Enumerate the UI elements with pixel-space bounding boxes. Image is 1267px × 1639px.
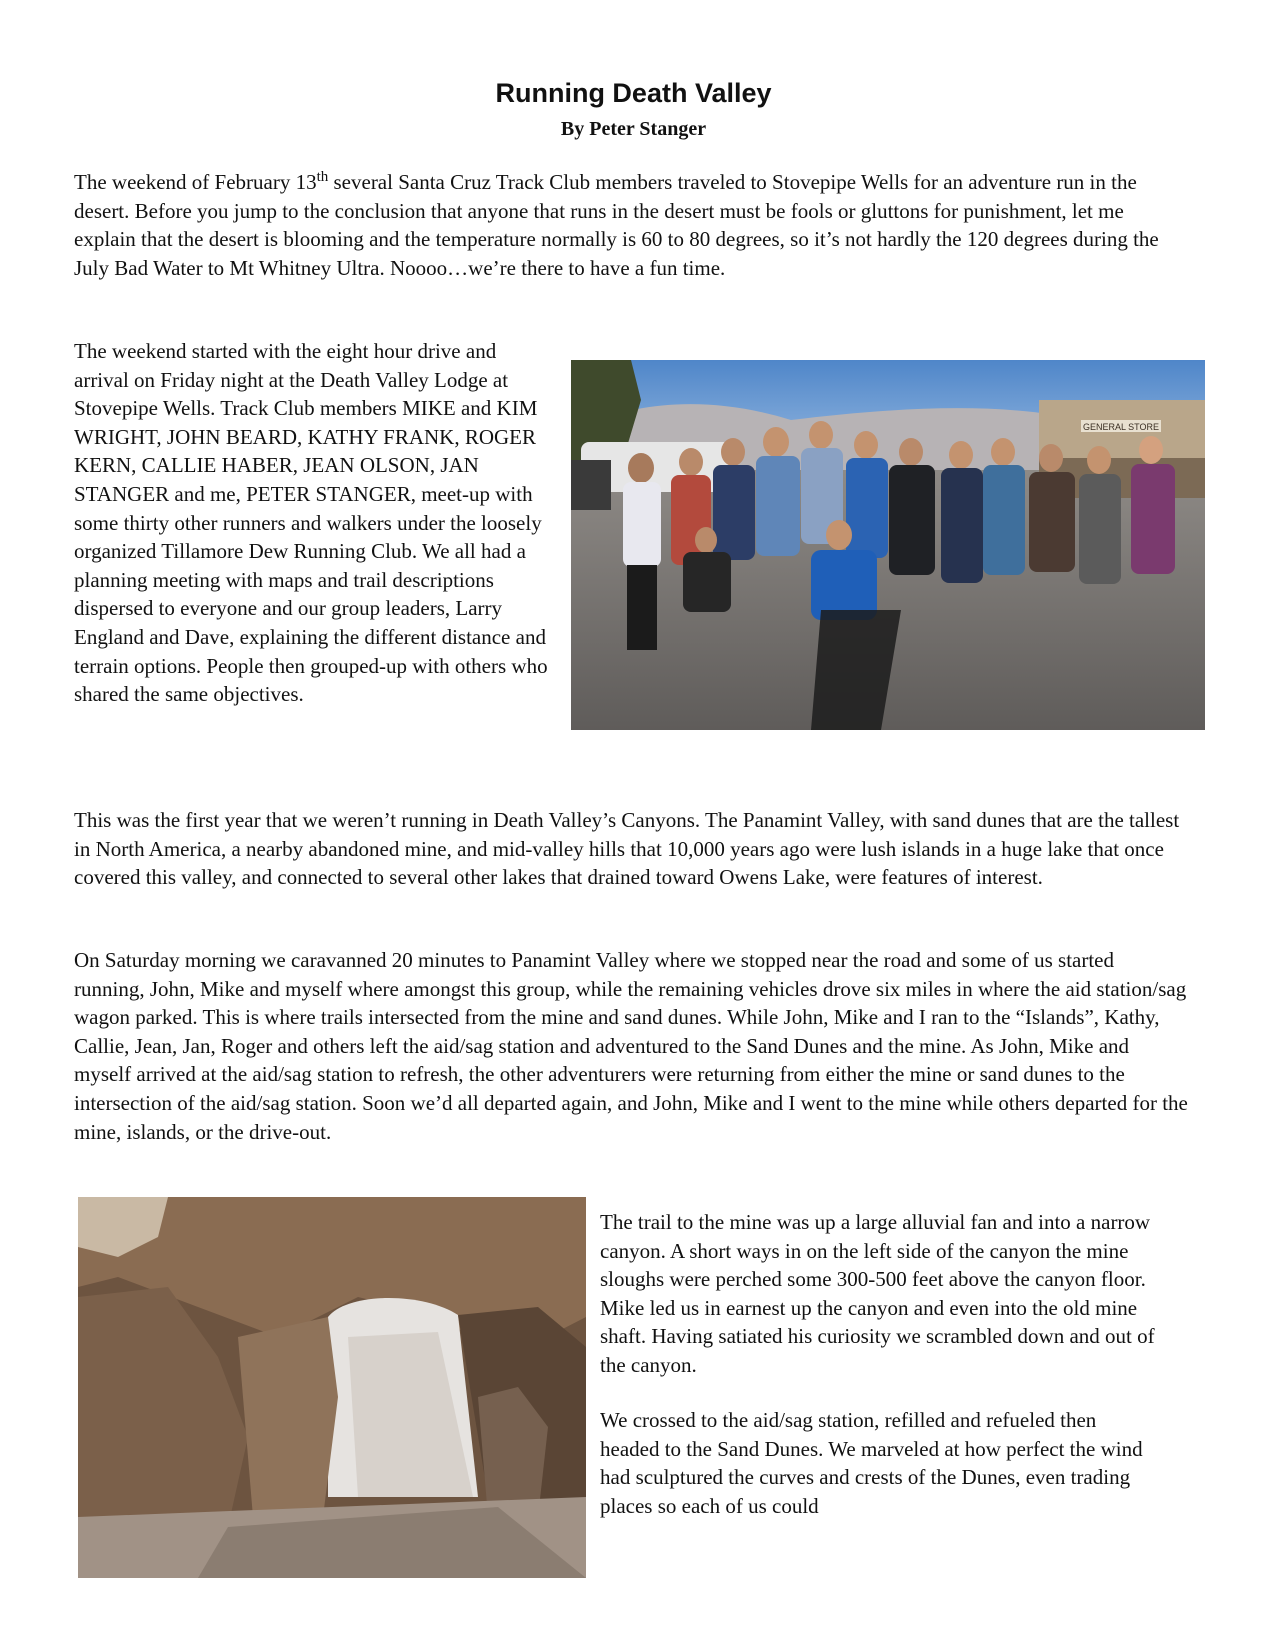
intro-superscript: th	[316, 169, 329, 185]
store-sign-text: GENERAL STORE	[1082, 422, 1160, 432]
intro-text-rest: several Santa Cruz Track Club members traveled to Stovepipe Wells for an adventure run in the desert. Before you jump to the conclusion that anyone that runs in the desert must be fools or gluttons for punishment, let me explain that the desert is blooming and the temperature normally is 60 to 80 degrees, so it’s not hardly the 120 degrees during the July Bad Water to Mt Whitney Ultra. Noooo…we’re there to have a fun time.	[74, 170, 1159, 280]
article-title: Running Death Valley	[495, 78, 772, 108]
paragraph-sand-dunes: We crossed to the aid/sag station, refilled and refueled then headed to the Sand Dunes. We marveled at how perfect the wind had sculptured the curves and crests of the Dunes, even trading places so each of us could	[600, 1408, 1143, 1518]
paragraph-intro	[74, 168, 1174, 282]
group-photo	[571, 360, 1205, 730]
paragraph-mine-trail: The trail to the mine was up a large alluvial fan and into a narrow canyon. A short ways in on the left side of the canyon the mine sloughs were perched some 300-500 feet above the canyon floor. Mike led us in earnest up the canyon and even into the old mine shaft. Having satiated his curiosity we scrambled down and out of the canyon.	[600, 1210, 1155, 1377]
intro-text-start: The weekend of February 13	[74, 170, 317, 194]
paragraph-panamint: This was the first year that we weren’t running in Death Valley’s Canyons. The Panamint Valley, with sand dunes that are the tallest in North America, a nearby abandoned mine, and mid-valley hills that 10,000 years ago were lush islands in a huge lake that once covered this valley, and connected to several other lakes that drained toward Owens Lake, were features of interest.	[74, 808, 1180, 890]
canyon-photo	[78, 1197, 586, 1578]
paragraph-saturday: On Saturday morning we caravanned 20 minutes to Panamint Valley where we stopped near the road and some of us started running, John, Mike and myself where amongst this group, while the remaining vehicles drove six miles in where the aid station/sag wagon parked. This is where trails intersected from the mine and sand dunes. While John, Mike and I ran to the “Islands”, Kathy, Callie, Jean, Jan, Roger and others left the aid/sag station and adventured to the Sand Dunes and the mine. As John, Mike and myself arrived at the aid/sag station to refresh, the other adventurers were returning from either the mine or sand dunes to the intersection of the aid/sag station. Soon we’d all departed again, and John, Mike and I went to the mine while others departed for the mine, islands, or the drive-out.	[74, 948, 1188, 1144]
paragraph-weekend: The weekend started with the eight hour drive and arrival on Friday night at the Death Valley Lodge at Stovepipe Wells. Track Club members MIKE and KIM WRIGHT, JOHN BEARD, KATHY FRANK, ROGER KERN, CALLIE HABER, JEAN OLSON, JAN STANGER and me, PETER STANGER, meet-up with some thirty other runners and walkers under the loosely organized Tillamore Dew Running Club. We all had a planning meeting with maps and trail descriptions dispersed to everyone and our group leaders, Larry England and Dave, explaining the different distance and terrain options. People then grouped-up with others who shared the same objectives.	[74, 339, 548, 707]
article-byline: By Peter Stanger	[560, 118, 707, 140]
